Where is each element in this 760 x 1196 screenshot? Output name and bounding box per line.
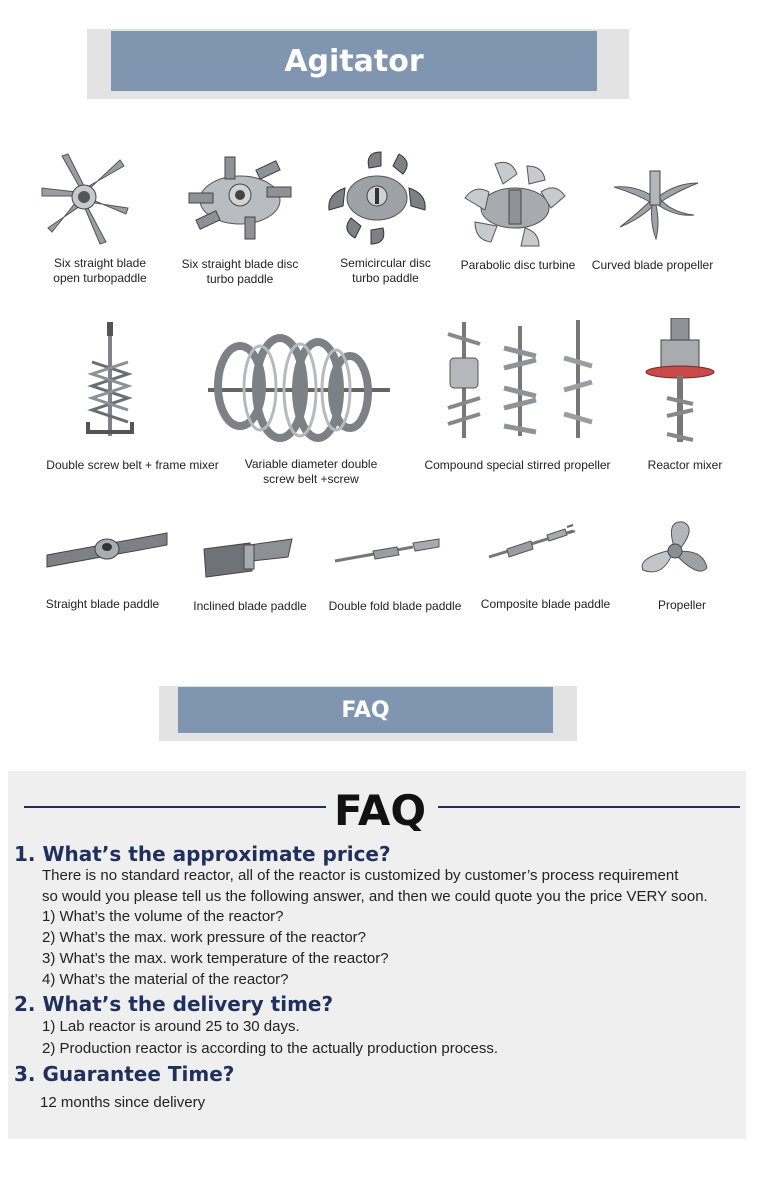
caption-straight-blade-paddle: Straight blade paddle xyxy=(45,597,160,611)
faq-answer-3-line-1: 12 months since delivery xyxy=(40,1094,206,1111)
caption-variable-diameter-double-screw-belt: Variable diameter double screw belt +screw xyxy=(244,457,378,486)
inclined-blade-paddle-image xyxy=(200,535,295,580)
composite-blade-paddle-image xyxy=(487,523,577,563)
parabolic-disc-turbine-image xyxy=(455,160,575,250)
agitator-banner xyxy=(87,29,629,99)
faq-answer-1-line-3: 1) What’s the volume of the reactor? xyxy=(42,908,284,925)
faq-answer-1-line-6: 4) What’s the material of the reactor? xyxy=(42,971,289,988)
caption-six-straight-blade-open-turbopaddle: Six straight blade open turbopaddle xyxy=(53,256,147,285)
faq-answer-1-line-4: 2) What’s the max. work pressure of the reactor? xyxy=(42,929,367,946)
faq-answer-2-line-2: 2) Production reactor is according to the actually production process. xyxy=(42,1040,499,1057)
caption-propeller: Propeller xyxy=(657,598,707,612)
faq-banner xyxy=(159,686,577,741)
caption-parabolic-disc-turbine: Parabolic disc turbine xyxy=(460,258,576,272)
faq-question-2: 2. What’s the delivery time? xyxy=(14,992,334,1016)
semicircular-disc-turbo-paddle-image xyxy=(325,150,430,245)
compound-special-stirred-propeller-image xyxy=(430,318,610,443)
double-screw-belt-frame-mixer-image xyxy=(80,322,140,440)
caption-semicircular-disc-turbo-paddle: Semicircular disc turbo paddle xyxy=(340,256,431,285)
faq-question-1: 1. What’s the approximate price? xyxy=(14,842,391,866)
faq-heading: FAQ xyxy=(333,786,427,835)
caption-double-screw-belt-frame-mixer: Double screw belt + frame mixer xyxy=(46,458,219,472)
faq-answer-1-line-1: There is no standard reactor, all of the reactor is customized by customer’s process requirement xyxy=(42,867,679,884)
reactor-mixer-image xyxy=(645,318,715,446)
faq-answer-2-line-1: 1) Lab reactor is around 25 to 30 days. xyxy=(42,1018,300,1035)
caption-reactor-mixer: Reactor mixer xyxy=(647,458,723,472)
faq-answer-1-line-5: 3) What’s the max. work temperature of the reactor? xyxy=(42,950,389,967)
caption-six-straight-blade-disc-turbo-paddle: Six straight blade disc turbo paddle xyxy=(181,257,299,286)
caption-curved-blade-propeller: Curved blade propeller xyxy=(591,258,714,272)
faq-question-3: 3. Guarantee Time? xyxy=(14,1062,235,1086)
faq-banner-title: FAQ xyxy=(178,687,553,733)
propeller-image xyxy=(635,520,715,582)
straight-blade-paddle-image xyxy=(45,525,170,570)
curved-blade-propeller-image xyxy=(608,165,703,240)
six-straight-blade-disc-turbo-paddle-image xyxy=(185,155,295,240)
caption-inclined-blade-paddle: Inclined blade paddle xyxy=(193,599,307,613)
faq-rule-right xyxy=(438,806,740,808)
faq-answer-1-line-2: so would you please tell us the following answer, and then we could quote you the price VERY soon. xyxy=(42,888,708,905)
caption-composite-blade-paddle: Composite blade paddle xyxy=(480,597,611,611)
faq-rule-left xyxy=(24,806,326,808)
caption-compound-special-stirred-propeller: Compound special stirred propeller xyxy=(424,458,611,472)
double-fold-blade-paddle-image xyxy=(333,535,443,565)
six-straight-blade-open-turbopaddle-image xyxy=(40,150,130,245)
caption-double-fold-blade-paddle: Double fold blade paddle xyxy=(328,599,462,613)
agitator-banner-title: Agitator xyxy=(111,31,597,91)
variable-diameter-double-screw-belt-image xyxy=(200,330,395,450)
